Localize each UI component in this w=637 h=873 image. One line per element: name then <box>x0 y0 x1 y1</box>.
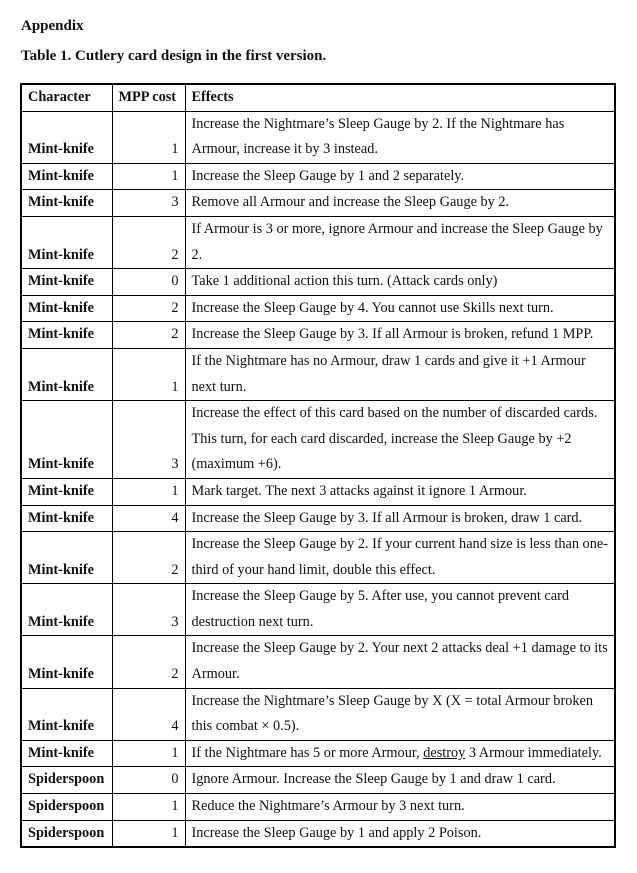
table-row <box>21 295 615 322</box>
effect-cell: Mark target. The next 3 attacks against it ignore 1 Armour. <box>185 478 615 505</box>
mpp-cost-cell: 2 <box>112 532 185 584</box>
character-cell: Mint-knife <box>21 348 112 400</box>
table-row <box>21 820 615 847</box>
section-title: Appendix <box>21 18 84 34</box>
table-row <box>21 269 615 296</box>
mpp-cost-cell: 1 <box>112 478 185 505</box>
mpp-cost-cell: 2 <box>112 322 185 349</box>
effect-cell: Increase the Nightmare’s Sleep Gauge by 2. If the Nightmare has Armour, increase it by 3 instead. <box>185 111 615 163</box>
table-row <box>21 636 615 688</box>
table-caption: Table 1. Cutlery card design in the first version. <box>21 48 327 64</box>
mpp-cost-cell: 1 <box>112 111 185 163</box>
mpp-cost-cell: 3 <box>112 190 185 217</box>
effect-cell: Increase the effect of this card based on the number of discarded cards. This turn, for each card discarded, increase the Sleep Gauge by +2 (maximum +6). <box>185 401 615 479</box>
table-row <box>21 322 615 349</box>
effect-cell: Increase the Sleep Gauge by 1 and apply 2 Poison. <box>185 820 615 847</box>
mpp-cost-cell: 1 <box>112 740 185 767</box>
table-row <box>21 740 615 767</box>
character-cell: Mint-knife <box>21 216 112 268</box>
mpp-cost-cell: 2 <box>112 216 185 268</box>
table-row <box>21 532 615 584</box>
mpp-cost-cell: 1 <box>112 163 185 190</box>
effect-cell: Take 1 additional action this turn. (Attack cards only) <box>185 269 615 296</box>
effect-cell: Increase the Nightmare’s Sleep Gauge by X (X = total Armour broken this combat × 0.5). <box>185 688 615 740</box>
effect-cell: Increase the Sleep Gauge by 2. Your next 2 attacks deal +1 damage to its Armour. <box>185 636 615 688</box>
effect-cell: If Armour is 3 or more, ignore Armour and increase the Sleep Gauge by 2. <box>185 216 615 268</box>
table-row <box>21 348 615 400</box>
effect-cell: Increase the Sleep Gauge by 1 and 2 separately. <box>185 163 615 190</box>
character-cell: Mint-knife <box>21 740 112 767</box>
mpp-cost-cell: 1 <box>112 348 185 400</box>
effect-cell: If the Nightmare has no Armour, draw 1 cards and give it +1 Armour next turn. <box>185 348 615 400</box>
character-cell: Mint-knife <box>21 401 112 479</box>
table-row <box>21 505 615 532</box>
character-cell: Mint-knife <box>21 322 112 349</box>
header-character: Character <box>21 84 112 111</box>
effect-cell: Increase the Sleep Gauge by 2. If your current hand size is less than one-third of your hand limit, double this effect. <box>185 532 615 584</box>
table-row <box>21 190 615 217</box>
underlined-keyword: destroy <box>423 744 466 761</box>
effect-cell: Ignore Armour. Increase the Sleep Gauge by 1 and draw 1 card. <box>185 767 615 794</box>
mpp-cost-cell: 1 <box>112 820 185 847</box>
character-cell: Mint-knife <box>21 111 112 163</box>
table-row <box>21 794 615 821</box>
table-row <box>21 478 615 505</box>
effect-cell: Remove all Armour and increase the Sleep Gauge by 2. <box>185 190 615 217</box>
effect-text: 3 Armour immediately. <box>465 744 602 761</box>
character-cell: Mint-knife <box>21 269 112 296</box>
character-cell: Mint-knife <box>21 532 112 584</box>
effect-cell: Increase the Sleep Gauge by 3. If all Armour is broken, refund 1 MPP. <box>185 322 615 349</box>
character-cell: Mint-knife <box>21 295 112 322</box>
mpp-cost-cell: 4 <box>112 505 185 532</box>
character-cell: Mint-knife <box>21 478 112 505</box>
effect-cell: Increase the Sleep Gauge by 3. If all Armour is broken, draw 1 card. <box>185 505 615 532</box>
effect-cell: Increase the Sleep Gauge by 5. After use, you cannot prevent card destruction next turn. <box>185 584 615 636</box>
header-mpp-cost: MPP cost <box>112 84 185 111</box>
table-row <box>21 767 615 794</box>
character-cell: Mint-knife <box>21 505 112 532</box>
table-row <box>21 216 615 268</box>
mpp-cost-cell: 0 <box>112 269 185 296</box>
mpp-cost-cell: 0 <box>112 767 185 794</box>
effect-cell: Reduce the Nightmare’s Armour by 3 next turn. <box>185 794 615 821</box>
header-effects: Effects <box>185 84 615 111</box>
mpp-cost-cell: 1 <box>112 794 185 821</box>
character-cell: Mint-knife <box>21 584 112 636</box>
character-cell: Spiderspoon <box>21 794 112 821</box>
character-cell: Mint-knife <box>21 688 112 740</box>
table-row <box>21 111 615 163</box>
effect-text: If the Nightmare has 5 or more Armour, <box>191 744 424 761</box>
mpp-cost-cell: 3 <box>112 584 185 636</box>
character-cell: Spiderspoon <box>21 820 112 847</box>
table-row <box>21 584 615 636</box>
table-row <box>21 688 615 740</box>
character-cell: Spiderspoon <box>21 767 112 794</box>
mpp-cost-cell: 4 <box>112 688 185 740</box>
table-row <box>21 163 615 190</box>
mpp-cost-cell: 2 <box>112 295 185 322</box>
mpp-cost-cell: 2 <box>112 636 185 688</box>
table-row <box>21 401 615 479</box>
effect-cell <box>185 740 615 767</box>
mpp-cost-cell: 3 <box>112 401 185 479</box>
character-cell: Mint-knife <box>21 163 112 190</box>
effect-cell: Increase the Sleep Gauge by 4. You cannot use Skills next turn. <box>185 295 615 322</box>
table-header-row <box>21 84 615 111</box>
character-cell: Mint-knife <box>21 636 112 688</box>
cutlery-card-table <box>20 83 616 848</box>
character-cell: Mint-knife <box>21 190 112 217</box>
